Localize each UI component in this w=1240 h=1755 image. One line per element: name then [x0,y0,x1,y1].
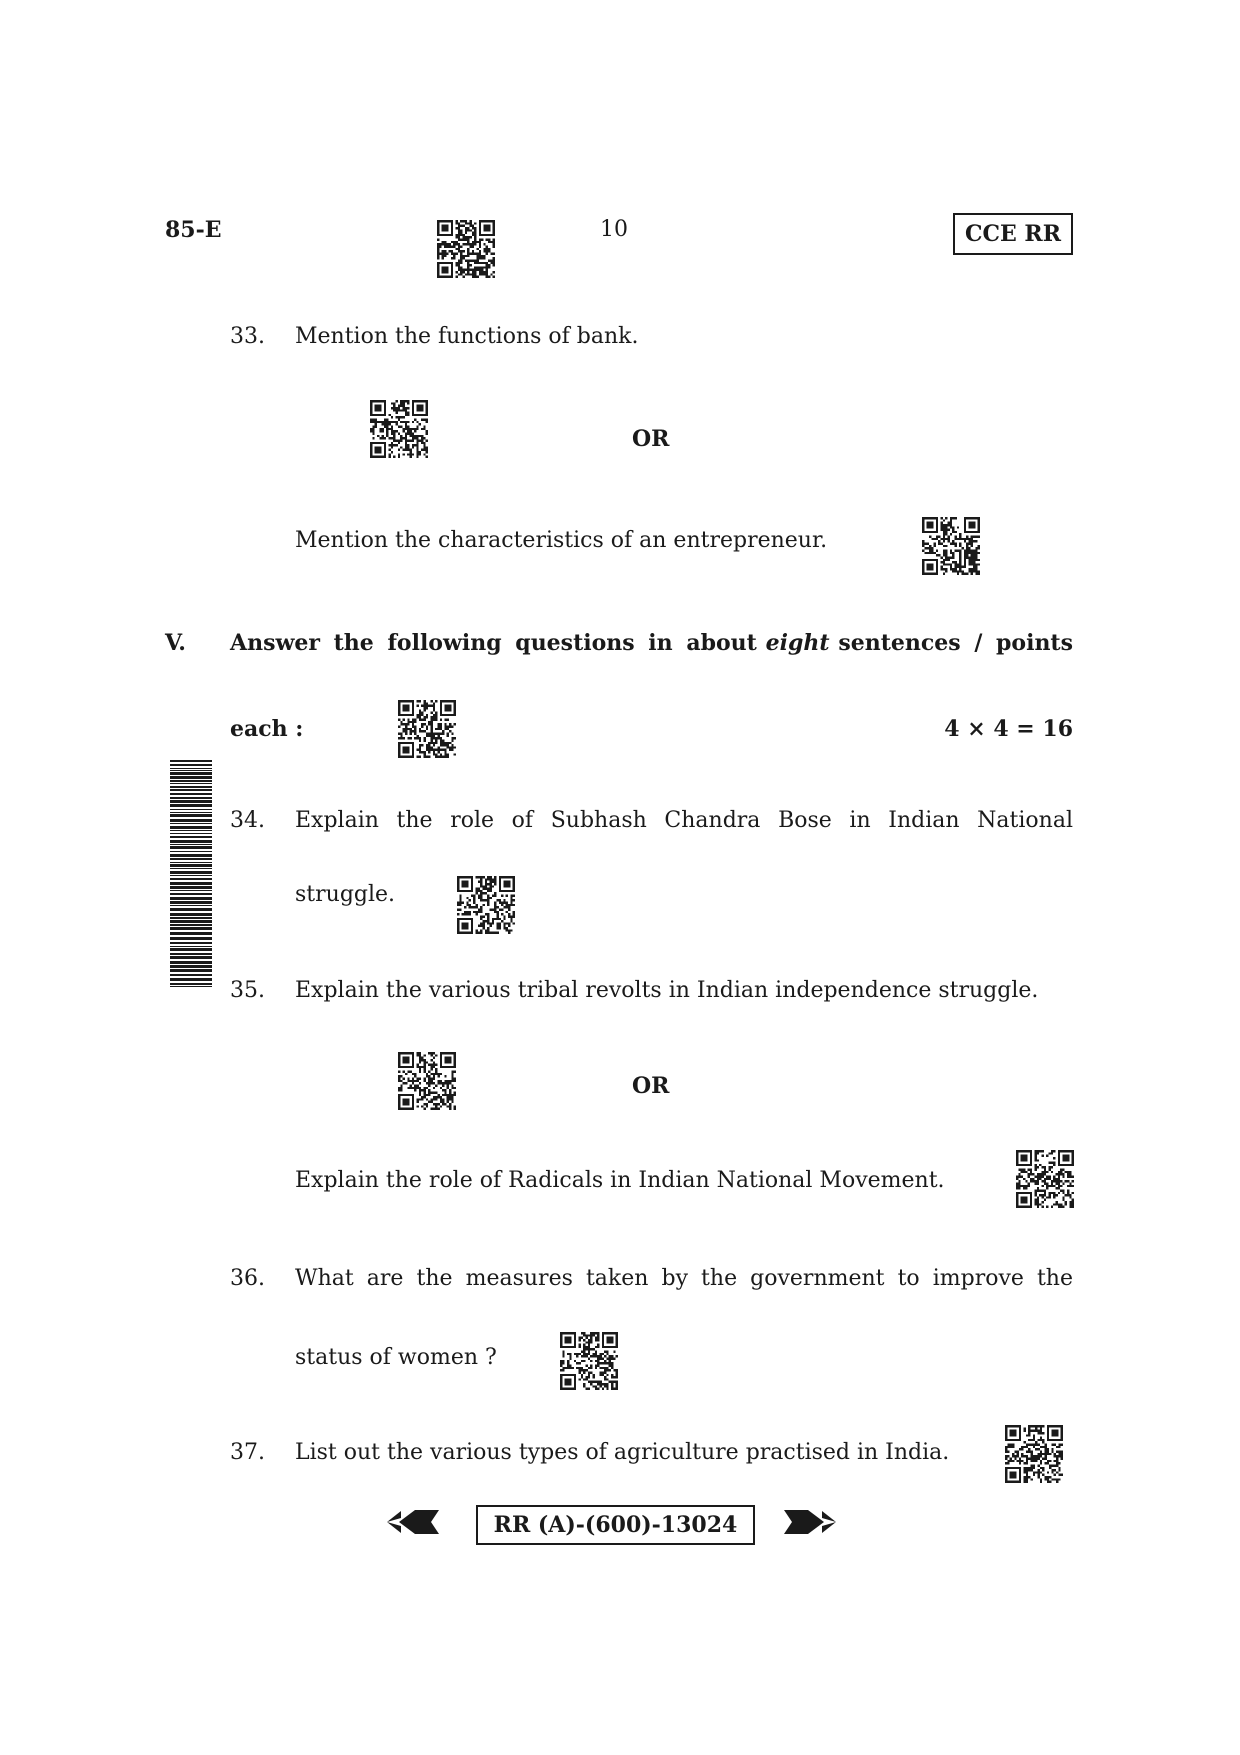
qr-code-icon [457,876,515,934]
paper-code: 85-E [165,217,222,243]
series-box: CCE RR [953,213,1073,255]
question-35-alt-text: Explain the role of Radicals in Indian National Movement. [295,1168,945,1193]
qr-code-icon [398,1052,456,1110]
qr-code-icon [437,220,495,278]
question-37-text: List out the various types of agriculture practised in India. [295,1440,950,1465]
question-33-alt-text: Mention the characteristics of an entrepreneur. [295,528,828,553]
section-roman: V. [165,630,186,656]
qr-code-icon [560,1332,618,1390]
or-label-33: OR [632,426,670,452]
instruction-emphasis: eight [765,630,830,656]
question-36-line2: status of women ? [295,1345,497,1370]
instruction-part-2: sentences / points [838,630,1073,656]
question-35-text: Explain the various tribal revolts in Indian independence struggle. [295,978,1039,1003]
section-instruction-line2: each : [230,716,304,742]
question-33-text: Mention the functions of bank. [295,324,639,349]
question-34-line2: struggle. [295,882,396,907]
qr-code-icon [398,700,456,758]
section-instruction [230,630,1073,656]
page-number: 10 [600,217,628,242]
double-arrow-left-icon [385,1508,441,1536]
question-number-37: 37. [230,1440,265,1465]
section-marks: 4 × 4 = 16 [944,716,1073,742]
qr-code-icon [922,517,980,575]
question-36-line1: What are the measures taken by the government to improve the [295,1266,1073,1291]
question-34-line1: Explain the role of Subhash Chandra Bose in Indian National [295,808,1073,833]
qr-code-icon [1016,1150,1074,1208]
barcode-icon [170,760,212,990]
qr-code-icon [1005,1425,1063,1483]
qr-code-icon [370,400,428,458]
double-arrow-right-icon [782,1508,838,1536]
question-number-36: 36. [230,1266,265,1291]
question-number-33: 33. [230,324,265,349]
question-number-35: 35. [230,978,265,1003]
instruction-part-1: Answer the following questions in about [230,630,757,656]
or-label-35: OR [632,1073,670,1099]
footer-code-box: RR (A)-(600)-13024 [476,1505,755,1545]
question-number-34: 34. [230,808,265,833]
